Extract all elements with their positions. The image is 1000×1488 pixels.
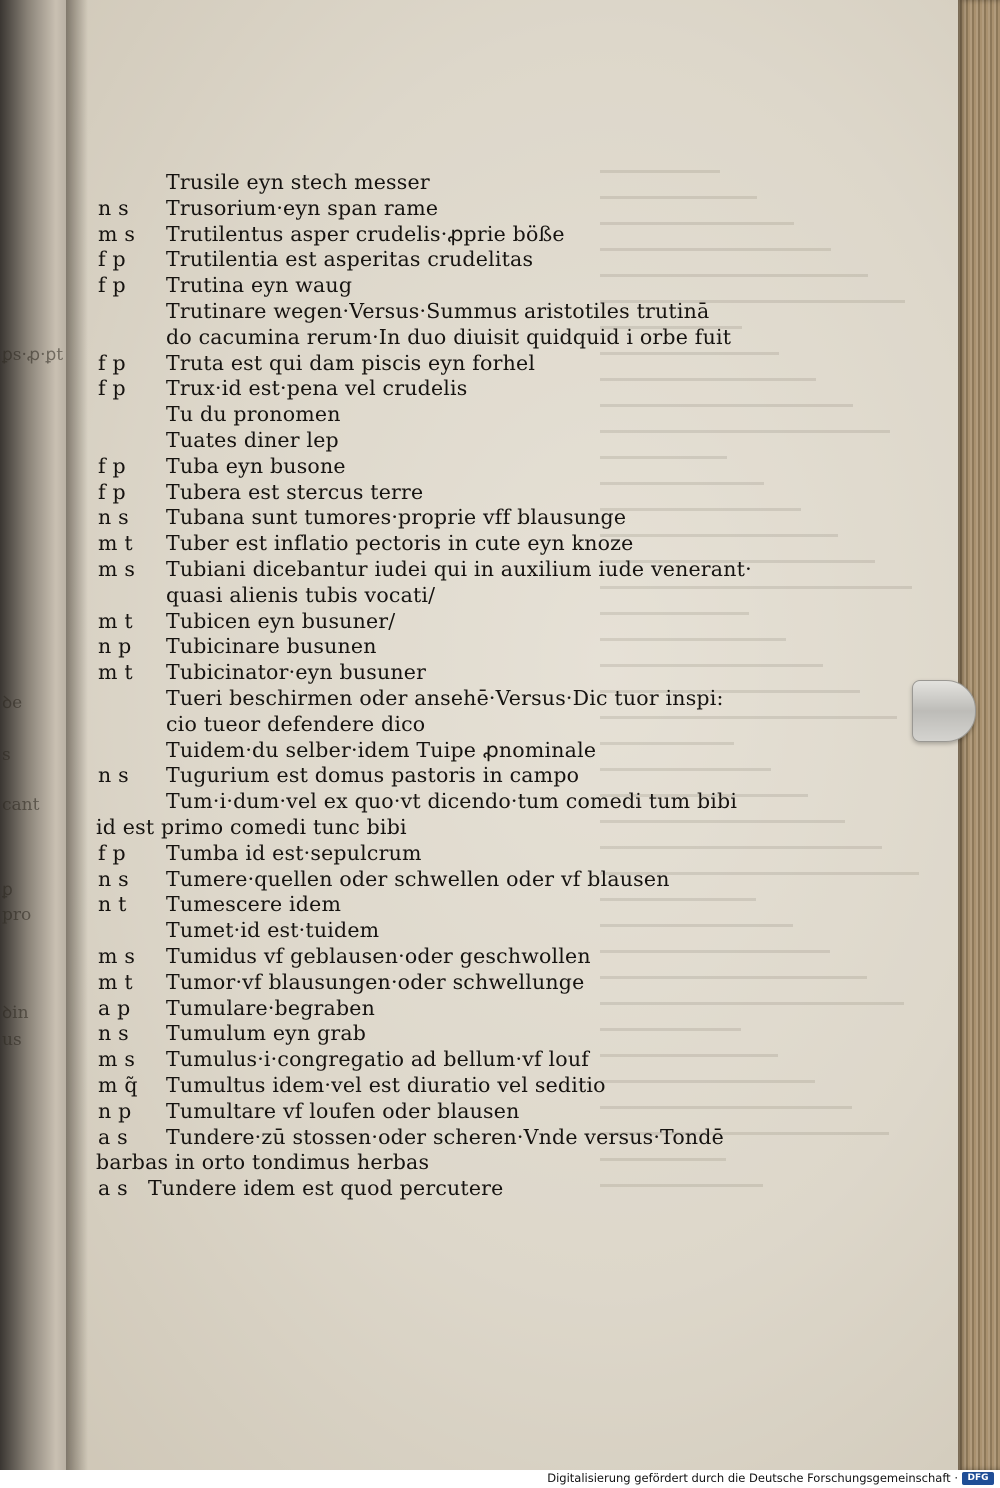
- dictionary-entry: [0, 1150, 740, 1176]
- entry-text: Tumescere idem: [166, 892, 342, 916]
- dictionary-entry: [0, 738, 740, 764]
- dictionary-entry: [0, 944, 740, 970]
- entry-text: Tugurium est domus pastoris in campo: [166, 763, 580, 787]
- entry-text: Truta est qui dam piscis eyn forhel: [166, 351, 536, 375]
- dictionary-entry: [0, 763, 740, 789]
- left-page-fragment: us: [2, 1030, 22, 1050]
- dictionary-entry: [0, 273, 740, 299]
- dfg-logo: DFG: [962, 1472, 994, 1485]
- entry-text: Tumulum eyn grab: [166, 1021, 367, 1045]
- grammar-code: f p: [98, 351, 126, 375]
- grammar-code: f p: [98, 247, 126, 271]
- grammar-code: m t: [98, 660, 133, 684]
- grammar-code: f p: [98, 480, 126, 504]
- left-page-fragment: ꝑs·ꝓ·ꝑt: [2, 345, 64, 365]
- entry-text: Tuba eyn busone: [166, 454, 346, 478]
- entry-text: Tubicinator·eyn busuner: [166, 660, 427, 684]
- dictionary-entry: [0, 170, 740, 196]
- entry-text: barbas in orto tondimus herbas: [96, 1150, 430, 1174]
- grammar-code: m t: [98, 609, 133, 633]
- entry-text: Tubana sunt tumores·proprie vff blausunge: [166, 505, 627, 529]
- entry-text: Tumulus·i·congregatio ad bellum·vf louf: [166, 1047, 590, 1071]
- entry-text: do cacumina rerum·In duo diuisit quidquid i orbe fuit: [166, 325, 732, 349]
- left-page-fragment: ꝑ: [2, 880, 13, 900]
- dictionary-entry: [0, 505, 740, 531]
- grammar-code: n s: [98, 196, 129, 220]
- entry-text: Trux·id est·pena vel crudelis: [166, 376, 468, 400]
- dictionary-entry: [0, 299, 740, 325]
- dictionary-entry: [0, 841, 740, 867]
- grammar-code: n s: [98, 763, 129, 787]
- dictionary-entry: [0, 789, 740, 815]
- dictionary-entry: [0, 970, 740, 996]
- dictionary-entry: [0, 480, 740, 506]
- page-holder-clip: [912, 680, 976, 742]
- left-page-fragment: s: [2, 745, 11, 765]
- entry-text: id est primo comedi tunc bibi: [96, 815, 407, 839]
- dictionary-entry: [0, 1021, 740, 1047]
- dictionary-entry: [0, 609, 740, 635]
- dictionary-entry: [0, 376, 740, 402]
- dictionary-entry: [0, 583, 740, 609]
- entry-text: Tumulare·begraben: [166, 996, 376, 1020]
- dictionary-entry: [0, 1125, 740, 1151]
- grammar-code: m s: [98, 222, 136, 246]
- grammar-code: n s: [98, 1021, 129, 1045]
- left-page-fragment: ꝺin: [2, 1003, 29, 1023]
- left-page-fragment: cant: [2, 795, 40, 815]
- entry-text: Trutina eyn waug: [166, 273, 353, 297]
- entry-text: Tueri beschirmen oder ansehē·Versus·Dic tuor inspi:: [166, 686, 724, 710]
- entry-text: Trutilentus asper crudelis·ꝓprie böße: [166, 222, 565, 246]
- left-page-fragment: pro: [2, 905, 32, 925]
- dictionary-entry: [0, 402, 740, 428]
- grammar-code: f p: [98, 273, 126, 297]
- dictionary-entry: [0, 867, 740, 893]
- dictionary-entry: [0, 247, 740, 273]
- dictionary-entry: [0, 196, 740, 222]
- dictionary-entry: [0, 428, 740, 454]
- dictionary-entry: [0, 892, 740, 918]
- dictionary-entry: [0, 325, 740, 351]
- entry-text: Tuber est inflatio pectoris in cute eyn knoze: [166, 531, 634, 555]
- entry-text: Tuates diner lep: [166, 428, 339, 452]
- dictionary-entry: [0, 660, 740, 686]
- grammar-code: a s: [98, 1125, 128, 1149]
- entry-text: Tumet·id est·tuidem: [166, 918, 380, 942]
- grammar-code: f p: [98, 454, 126, 478]
- dictionary-entry: [0, 712, 740, 738]
- entry-text: Tumere·quellen oder schwellen oder vf blausen: [166, 867, 670, 891]
- footer-bar: [0, 1470, 1000, 1488]
- dictionary-entry: [0, 1176, 740, 1202]
- entry-text: Tubiani dicebantur iudei qui in auxilium iude venerant·: [166, 557, 752, 581]
- dictionary-entry: [0, 351, 740, 377]
- grammar-code: m s: [98, 557, 136, 581]
- dictionary-entry: [0, 1099, 740, 1125]
- dictionary-entry: [0, 686, 740, 712]
- dictionary-entry: [0, 531, 740, 557]
- entry-text: Trutilentia est asperitas crudelitas: [166, 247, 534, 271]
- grammar-code: m q̃: [98, 1073, 138, 1097]
- entry-text: Tubicinare busunen: [166, 634, 377, 658]
- entry-text: Tumultare vf loufen oder blausen: [166, 1099, 520, 1123]
- grammar-code: f p: [98, 841, 126, 865]
- entry-text: Trusorium·eyn span rame: [166, 196, 439, 220]
- grammar-code: m t: [98, 531, 133, 555]
- grammar-code: n p: [98, 634, 132, 658]
- grammar-code: a p: [98, 996, 131, 1020]
- grammar-code: n s: [98, 867, 129, 891]
- dictionary-entry: [0, 918, 740, 944]
- entry-text: Tumor·vf blausungen·oder schwellunge: [166, 970, 585, 994]
- entry-text: quasi alienis tubis vocati/: [166, 583, 436, 607]
- dictionary-entry: [0, 634, 740, 660]
- entry-text: Tundere idem est quod percutere: [148, 1176, 504, 1200]
- entry-text: cio tueor defendere dico: [166, 712, 426, 736]
- dictionary-entry: [0, 1073, 740, 1099]
- grammar-code: n s: [98, 505, 129, 529]
- grammar-code: n t: [98, 892, 127, 916]
- entry-text: Tumidus vf geblausen·oder geschwollen: [166, 944, 591, 968]
- entry-text: Tubicen eyn busuner/: [166, 609, 396, 633]
- entry-text: Tuidem·du selber·idem Tuipe ꝓnominale: [166, 738, 597, 762]
- entry-text: Trusile eyn stech messer: [166, 170, 430, 194]
- dictionary-entry: [0, 454, 740, 480]
- footer-credit: Digitalisierung gefördert durch die Deutsche Forschungsgemeinschaft ·: [547, 1471, 958, 1485]
- dictionary-entry: [0, 1047, 740, 1073]
- left-page-fragment: ꝺe: [2, 693, 23, 713]
- dictionary-entry: [0, 222, 740, 248]
- dictionary-entry: [0, 996, 740, 1022]
- entry-text: Tundere·zū stossen·oder scheren·Vnde versus·Tondē: [166, 1125, 724, 1149]
- entry-text: Trutinare wegen·Versus·Summus aristotiles trutinā: [166, 299, 710, 323]
- entry-text: Tum·i·dum·vel ex quo·vt dicendo·tum comedi tum bibi: [166, 789, 738, 813]
- grammar-code: m s: [98, 1047, 136, 1071]
- grammar-code: a s: [98, 1176, 128, 1200]
- grammar-code: m s: [98, 944, 136, 968]
- entry-text: Tumultus idem·vel est diuratio vel seditio: [166, 1073, 606, 1097]
- dictionary-entry: [0, 557, 752, 583]
- entry-text: Tubera est stercus terre: [166, 480, 424, 504]
- dictionary-entry: [0, 815, 740, 841]
- grammar-code: m t: [98, 970, 133, 994]
- entry-text: Tumba id est·sepulcrum: [166, 841, 422, 865]
- entry-text: Tu du pronomen: [166, 402, 341, 426]
- grammar-code: f p: [98, 376, 126, 400]
- grammar-code: n p: [98, 1099, 132, 1123]
